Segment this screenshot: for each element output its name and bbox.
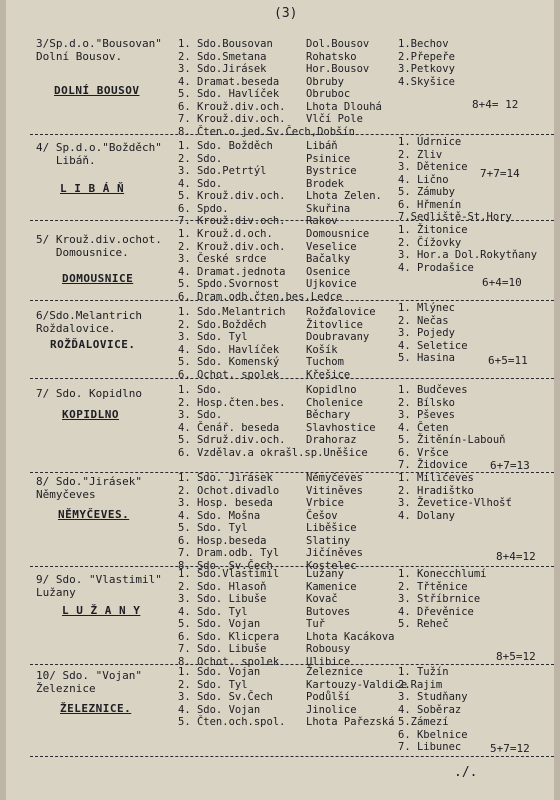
- club-entry: 3. Sdo.: [178, 409, 223, 421]
- club-entry: 1. Sdo. Božděch: [178, 140, 273, 152]
- place-entry: Lhota Zelen.: [306, 190, 382, 202]
- clubs-column: [178, 568, 279, 668]
- village-entry: 3. Pojedy: [398, 327, 455, 339]
- places-column: [306, 306, 376, 381]
- places-column: [306, 666, 407, 729]
- club-entry: 3. Sdo. Libuše: [178, 593, 267, 605]
- village-entry: 5. Žitěnín-Labouň: [398, 434, 506, 446]
- section-zeleznice: [6, 666, 554, 758]
- section-divider: [30, 378, 554, 379]
- club-entry: 6. Spdo.: [178, 202, 229, 215]
- village-entry: 2. Čížovky: [398, 236, 462, 249]
- clubs-column: [178, 306, 285, 381]
- section-score: 8+4=12: [496, 550, 536, 563]
- place-entry: Rakov: [306, 215, 338, 227]
- place-entry: Kamenice: [306, 580, 357, 593]
- section-dolni-bousov: [6, 34, 554, 138]
- village-entry: 7. Libunec: [398, 741, 462, 753]
- club-entry: 4. Sdo. Vojan: [178, 703, 261, 716]
- place-entry: Košík: [306, 343, 338, 356]
- other-villages-column: [398, 666, 468, 754]
- place-entry: Češov: [306, 509, 338, 522]
- place-entry: Jinolice: [306, 703, 357, 716]
- place-entry: Skuřina: [306, 202, 351, 215]
- section-score: 8+4= 12: [472, 98, 519, 111]
- place-entry: Veselice: [306, 240, 357, 253]
- club-entry: 3. České srdce: [178, 253, 267, 265]
- places-column: [306, 568, 395, 668]
- section-heading: 10/ Sdo. "Vojan" Železnice: [36, 669, 142, 695]
- section-divider: [30, 664, 554, 665]
- village-entry: 2.Rajim: [398, 678, 443, 691]
- village-entry: 1. Budčeves: [398, 384, 468, 396]
- club-entry: 1. Sdo.: [178, 384, 223, 396]
- village-entry: 1. Miličeves: [398, 472, 474, 484]
- club-entry: 4. Sdo. Havlíček: [178, 343, 280, 356]
- section-tag: L I B Á Ň: [60, 182, 125, 195]
- other-villages-column: [398, 472, 512, 522]
- village-entry: 7. Židovice: [398, 459, 468, 471]
- club-entry: 3. Hosp. beseda: [178, 497, 273, 509]
- place-entry: Hor.Bousov: [306, 63, 370, 75]
- section-tag: DOLNÍ BOUSOV: [54, 84, 140, 97]
- village-entry: 5. Hasina: [398, 352, 455, 364]
- village-entry: 3. Hor.a Dol.Rokytňany: [398, 249, 538, 261]
- club-entry: 4. Čenář. beseda: [178, 421, 280, 434]
- section-score: 7+7=14: [480, 167, 520, 180]
- place-entry: Lužany: [306, 568, 344, 580]
- section-rozdalovice: [6, 302, 554, 384]
- club-entry: 6. Krouž.div.och.: [178, 100, 286, 113]
- section-score: 8+5=12: [496, 650, 536, 663]
- place-entry: Drahoraz: [306, 434, 357, 446]
- village-entry: 4. Dřevěnice: [398, 605, 474, 618]
- place-entry: Slavhostice: [306, 421, 376, 434]
- club-entry: 2. Sdo.: [178, 152, 223, 165]
- club-entry: 8. Sdo. Sv.Čech: [178, 559, 273, 572]
- place-entry: Němyčeves: [306, 472, 363, 484]
- club-entry: 6. Sdo. Klicpera: [178, 630, 280, 643]
- place-entry: Vitiněves: [306, 484, 363, 497]
- village-entry: 2. Hradištko: [398, 484, 474, 497]
- section-divider: [30, 756, 554, 757]
- village-entry: 2. Zliv: [398, 148, 443, 161]
- place-entry: Dol.Bousov: [306, 38, 370, 50]
- document-page: [6, 0, 554, 800]
- village-entry: 5. Zámuby: [398, 186, 455, 198]
- club-entry: 5. Čten.och.spol.: [178, 716, 286, 728]
- section-tag: ROŽĎALOVICE.: [50, 338, 136, 351]
- place-entry: Robousy: [306, 643, 351, 655]
- section-score: 6+5=11: [488, 354, 528, 367]
- club-entry: 2. Ochot.divadlo: [178, 484, 280, 497]
- club-entry: 7. Dram.odb. Tyl: [178, 547, 280, 559]
- club-entry: 1. Krouž.d.och.: [178, 228, 273, 240]
- other-villages-column: [398, 568, 487, 631]
- place-entry: Jičíněves: [306, 547, 363, 559]
- village-entry: 4. Dolany: [398, 509, 455, 522]
- section-heading: 7/ Sdo. Kopidlno: [36, 387, 142, 400]
- place-entry: Doubravany: [306, 331, 370, 343]
- section-tag: ŽELEZNICE.: [60, 702, 132, 715]
- section-divider: [30, 134, 554, 135]
- village-entry: 1.Bechov: [398, 38, 449, 50]
- place-entry: Obruby: [306, 75, 344, 88]
- place-entry: Lhota Pařezská: [306, 716, 395, 728]
- village-entry: 2.Přepeře: [398, 50, 455, 63]
- village-entry: 1. Mlýnec: [398, 302, 455, 314]
- section-heading: 9/ Sdo. "Vlastimil" Lužany: [36, 573, 162, 599]
- village-entry: 5. Reheč: [398, 618, 449, 630]
- place-entry: Kostelec: [306, 559, 357, 572]
- village-entry: 7.Sedliště-St.Hory: [398, 211, 512, 223]
- village-entry: 4. Soběraz: [398, 703, 462, 716]
- village-entry: 3. Ževetice-Vlhošť: [398, 497, 512, 509]
- place-entry: Kopidlno: [306, 384, 357, 396]
- place-entry: Brodek: [306, 177, 344, 190]
- place-entry: Tuř: [306, 618, 325, 630]
- club-entry: 1. Sdo.Vlastimil: [178, 568, 280, 580]
- club-entry: 7. Krouž.div.och.: [178, 215, 286, 227]
- section-score: 6+4=10: [482, 276, 522, 289]
- section-luzany: [6, 568, 554, 668]
- place-entry: Kartouzy-Valdice: [306, 678, 408, 691]
- village-entry: 6. Vršce: [398, 446, 449, 459]
- place-entry: Žitovlice: [306, 318, 363, 331]
- club-entry: 4. Sdo. Mošna: [178, 509, 261, 522]
- place-entry: Rohatsko: [306, 50, 357, 63]
- section-heading: 5/ Krouž.div.ochot. Domousnice.: [36, 233, 162, 259]
- club-entry: 2. Sdo. Hlasoň: [178, 580, 267, 593]
- section-tag: KOPIDLNO: [62, 408, 119, 421]
- place-entry: Libáň: [306, 140, 338, 152]
- club-entry: 2. Hosp.čten.bes.: [178, 396, 286, 409]
- place-entry: Bystrice: [306, 165, 357, 177]
- section-liban: [6, 136, 554, 226]
- place-entry: Liběšice: [306, 522, 357, 534]
- section-score: 6+7=13: [490, 459, 530, 472]
- place-entry: Železnice: [306, 666, 363, 678]
- place-entry: Vlčí Pole: [306, 113, 363, 125]
- village-entry: 4. Lično: [398, 173, 449, 186]
- place-entry: Tuchom: [306, 356, 344, 368]
- place-entry: Domousnice: [306, 228, 370, 240]
- section-divider: [30, 220, 554, 221]
- club-entry: 6. Vzdělav.a okrašl.sp.Uněšice: [178, 446, 368, 459]
- section-kopidlno: [6, 380, 554, 472]
- club-entry: 3. Sdo. Sv.Čech: [178, 691, 273, 703]
- places-column: [306, 228, 369, 291]
- place-entry: Lhota Dlouhá: [306, 100, 382, 113]
- section-divider: [30, 566, 554, 567]
- village-entry: 6. Kbelnice: [398, 728, 468, 741]
- place-entry: Lhota Kacákova: [306, 630, 395, 643]
- club-entry: 6. Dram.odb.čten.bes.Ledce: [178, 290, 343, 303]
- village-entry: 3.Petkovy: [398, 63, 455, 75]
- club-entry: 7. Sdo. Libuše: [178, 643, 267, 655]
- village-entry: 4. Seletice: [398, 339, 468, 352]
- place-entry: Cholenice: [306, 396, 363, 409]
- club-entry: 4. Sdo. Tyl: [178, 605, 248, 618]
- club-entry: 1. Sdo.Bousovan: [178, 38, 273, 50]
- village-entry: 4. Četen: [398, 421, 449, 434]
- club-entry: 5. Krouž.div.och.: [178, 190, 286, 202]
- other-villages-column: [398, 38, 455, 88]
- club-entry: 2. Sdo.Božděch: [178, 318, 267, 331]
- place-entry: Psinice: [306, 152, 351, 165]
- club-entry: 2. Sdo.Smetana: [178, 50, 267, 63]
- club-entry: 3. Sdo.Jirásek: [178, 63, 267, 75]
- page-end-mark: ./.: [454, 765, 478, 780]
- club-entry: 4. Dramat.beseda: [178, 75, 280, 88]
- place-entry: Obruboc: [306, 88, 351, 100]
- club-entry: 4. Dramat.jednota: [178, 265, 286, 278]
- club-entry: 8. Ochot. spolek: [178, 655, 280, 668]
- village-entry: 3. Dětenice: [398, 161, 468, 173]
- other-villages-column: [398, 302, 468, 365]
- club-entry: 3. Sdo. Tyl: [178, 331, 248, 343]
- place-entry: Ujkovice: [306, 278, 357, 290]
- club-entry: 7. Krouž.div.och.: [178, 113, 286, 125]
- village-entry: 3. Studňany: [398, 691, 468, 703]
- club-entry: 6. Hosp.beseda: [178, 534, 267, 547]
- village-entry: 5.Zámezí: [398, 716, 449, 728]
- village-entry: 2. Nečas: [398, 314, 449, 327]
- place-entry: Osenice: [306, 265, 351, 278]
- club-entry: 2. Krouž.div.och.: [178, 240, 286, 253]
- village-entry: 6. Hřmenín: [398, 198, 462, 211]
- section-heading: 4/ Sp.d.o."Božděch" Libáň.: [36, 141, 162, 167]
- place-entry: Křešice: [306, 368, 351, 381]
- page-number: (3): [274, 6, 298, 21]
- section-heading: 8/ Sdo."Jirásek" Němyčeves: [36, 475, 142, 501]
- club-entry: 5. Sdo. Vojan: [178, 618, 261, 630]
- place-entry: Bačalky: [306, 253, 351, 265]
- other-villages-column: [398, 224, 537, 274]
- club-entry: 8. Čten.o.jed.Sv.Čech,Dobšín: [178, 125, 356, 138]
- place-entry: Běchary: [306, 409, 351, 421]
- places-column: [306, 140, 382, 228]
- clubs-column: [178, 666, 285, 729]
- place-entry: Podůlší: [306, 691, 351, 703]
- section-heading: 3/Sp.d.o."Bousovan" Dolní Bousov.: [36, 37, 162, 63]
- place-entry: Kovač: [306, 593, 338, 605]
- place-entry: Vrbice: [306, 497, 344, 509]
- village-entry: 1. Tužín: [398, 666, 449, 678]
- places-column: [306, 38, 382, 126]
- section-tag: L U Ž A N Y: [62, 604, 141, 617]
- club-entry: 1. Sdo.Melantrich: [178, 306, 286, 318]
- club-entry: 5. Spdo.Svornost: [178, 278, 280, 290]
- club-entry: 1. Sdo. Jirásek: [178, 472, 273, 484]
- place-entry: Rožďalovice: [306, 306, 376, 318]
- village-entry: 2. Bílsko: [398, 396, 455, 409]
- club-entry: 6. Ochot. spolek: [178, 368, 280, 381]
- club-entry: 5. Sdruž.div.och.: [178, 434, 286, 446]
- club-entry: 2. Sdo. Tyl: [178, 678, 248, 691]
- section-nemyceves: [6, 472, 554, 570]
- section-tag: NĚMYČEVES.: [58, 508, 130, 521]
- clubs-column: [178, 472, 279, 572]
- village-entry: 4.Skyšice: [398, 75, 455, 88]
- section-divider: [30, 300, 554, 301]
- section-domousnice: [6, 224, 554, 304]
- village-entry: 3. Stříbrnice: [398, 593, 481, 605]
- place-entry: Slatiny: [306, 534, 351, 547]
- village-entry: 1. Konecchlumí: [398, 568, 487, 580]
- village-entry: 3. Pševes: [398, 409, 455, 421]
- club-entry: 5. Sdo. Havlíček: [178, 88, 280, 100]
- club-entry: 5. Sdo. Tyl: [178, 522, 248, 534]
- place-entry: Ulibice: [306, 655, 351, 668]
- clubs-column: [178, 140, 285, 228]
- village-entry: 1. Údrnice: [398, 136, 462, 148]
- club-entry: 1. Sdo. Vojan: [178, 666, 261, 678]
- village-entry: 4. Prodašice: [398, 261, 474, 274]
- section-heading: 6/Sdo.Melantrich Roždalovice.: [36, 309, 142, 335]
- places-column: [306, 472, 363, 572]
- village-entry: 2. Třtěnice: [398, 580, 468, 593]
- club-entry: 3. Sdo.Petrtýl: [178, 165, 267, 177]
- club-entry: 4. Sdo.: [178, 177, 223, 190]
- village-entry: 1. Žitonice: [398, 224, 468, 236]
- club-entry: 5. Sdo. Komenský: [178, 356, 280, 368]
- section-tag: DOMOUSNICE: [62, 272, 134, 285]
- place-entry: Butoves: [306, 605, 351, 618]
- section-score: 5+7=12: [490, 742, 530, 755]
- places-column: [306, 384, 376, 447]
